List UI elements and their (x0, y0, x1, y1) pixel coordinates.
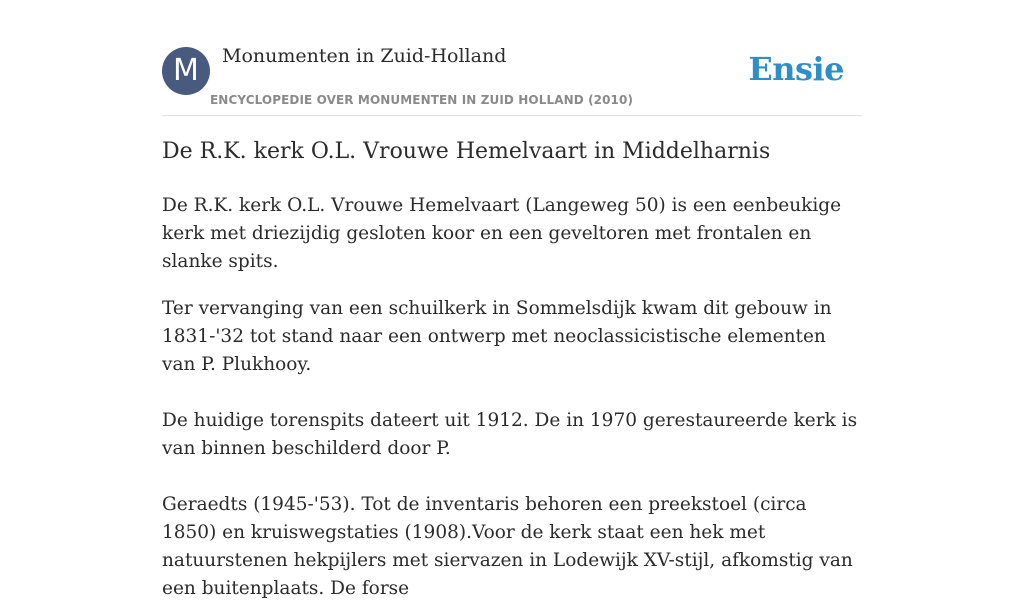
source-header (162, 0, 862, 116)
article-title: De R.K. kerk O.L. Vrouwe Hemelvaart in Middelharnis (162, 139, 771, 164)
article-paragraph: De R.K. kerk O.L. Vrouwe Hemelvaart (Langeweg 50) is een eenbeukige kerk met driezijdig gesloten koor en een geveltoren met frontalen en slanke spits. (162, 195, 842, 272)
article-paragraph: Ter vervanging van een schuilkerk in Sommelsdijk kwam dit gebouw in 1831-'32 tot stand naar een ontwerp met neoclassicistische elementen van P. Plukhooy. (162, 298, 832, 375)
article-body (162, 192, 862, 603)
ensie-logo[interactable]: Ensie (748, 50, 844, 88)
source-title-link[interactable]: Monumenten in Zuid-Holland (222, 45, 507, 67)
source-avatar[interactable]: M (162, 47, 210, 95)
article-paragraph: De huidige torenspits dateert uit 1912. De in 1970 gerestaureerde kerk is van binnen beschilderd door P. (162, 410, 858, 459)
article-paragraph: Geraedts (1945-'53). Tot de inventaris behoren een preekstoel (circa 1850) en kruiswegstaties (1908).Voor de kerk staat een hek met natuurstenen hekpijlers met siervazen in Lodewijk XV-stijl, afkomstig van een buitenplaats. De forse (162, 494, 853, 599)
source-subtitle: ENCYCLOPEDIE OVER MONUMENTEN IN ZUID HOLLAND (2010) (210, 93, 634, 107)
